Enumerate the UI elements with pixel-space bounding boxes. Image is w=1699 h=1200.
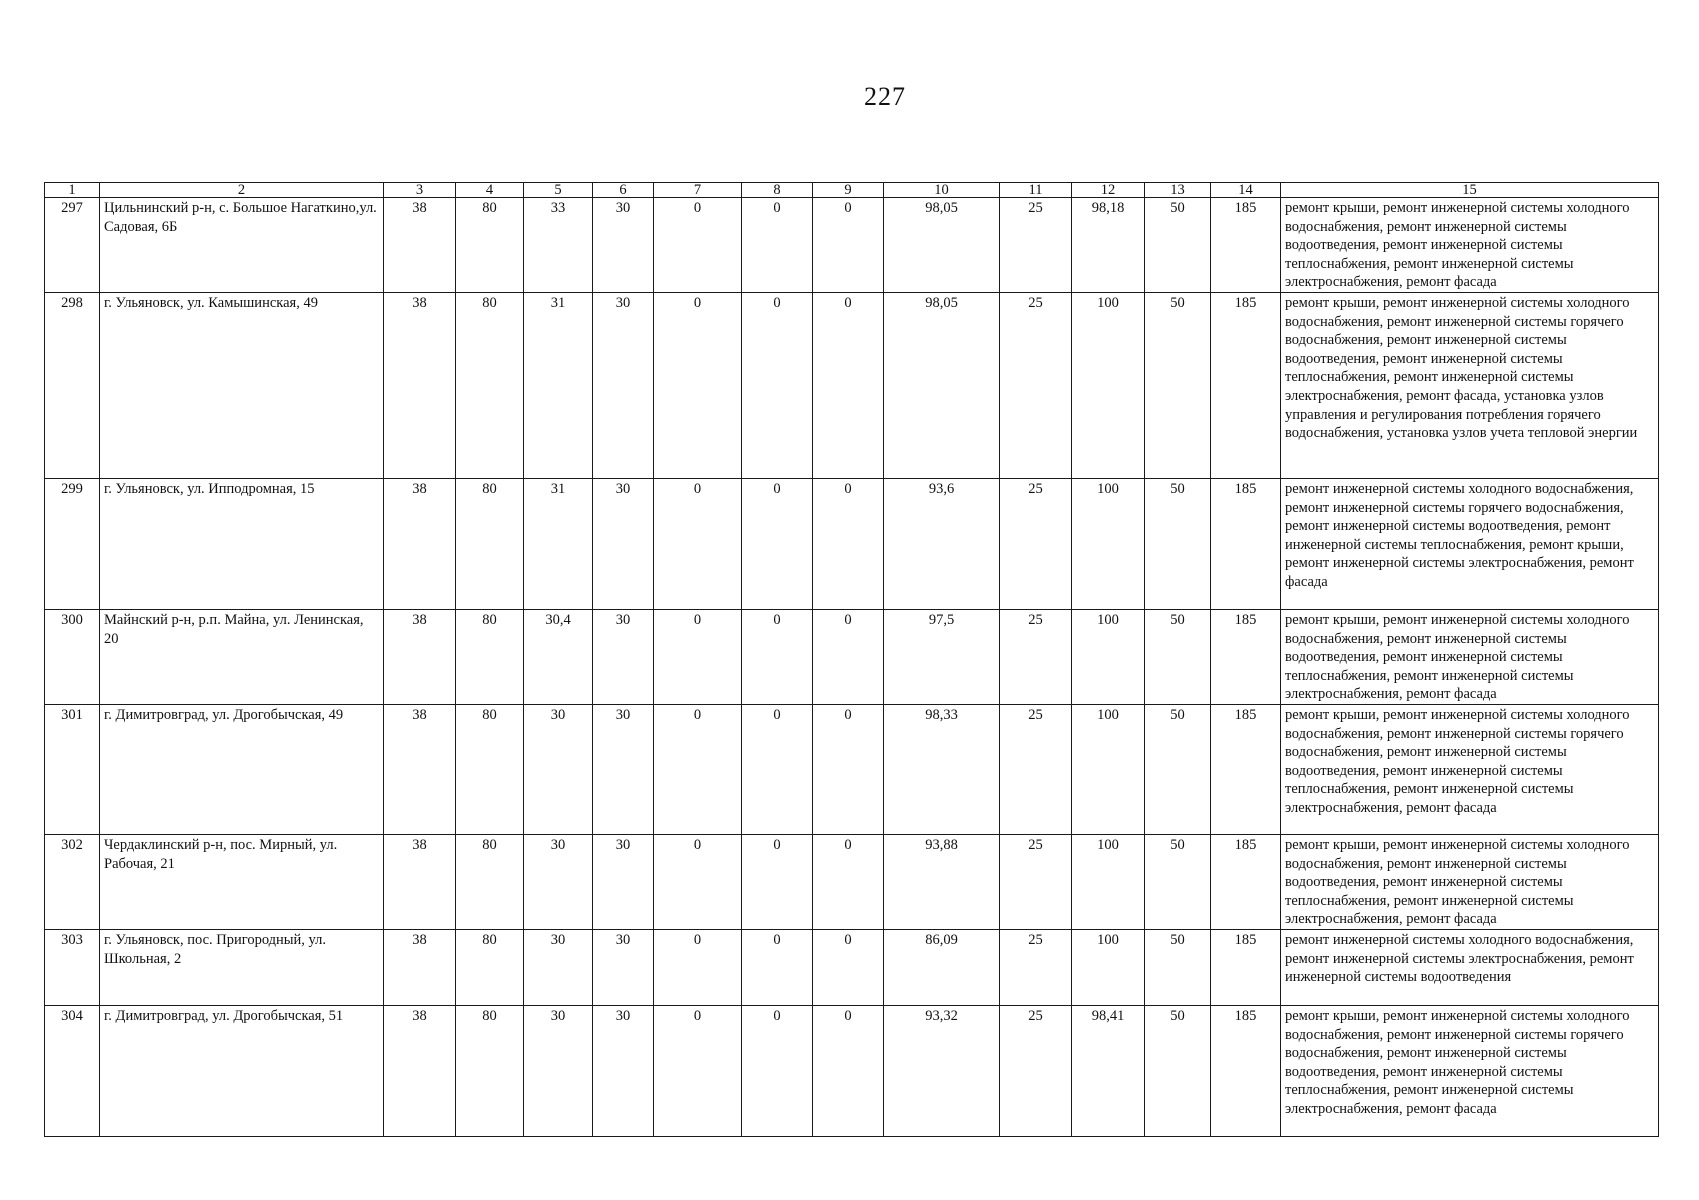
col-7-cell: 0 [654, 478, 742, 609]
table-row [45, 198, 1659, 293]
col-9-cell: 0 [813, 609, 884, 704]
address-cell: Майнский р-н, р.п. Майна, ул. Ленинская, 20 [100, 609, 384, 704]
col-9-cell: 0 [813, 1005, 884, 1136]
col-3-cell: 38 [384, 292, 456, 478]
col-5-cell: 31 [524, 478, 593, 609]
col-6-cell: 30 [593, 1005, 654, 1136]
col-14-cell: 185 [1211, 478, 1281, 609]
col-8-cell: 0 [742, 478, 813, 609]
col-12-cell: 100 [1072, 478, 1145, 609]
col-14-cell: 185 [1211, 198, 1281, 293]
column-header-10: 10 [884, 183, 1000, 198]
col-10-cell: 98,33 [884, 704, 1000, 834]
row-number-cell: 299 [45, 478, 100, 609]
row-number-cell: 302 [45, 834, 100, 929]
column-header-4: 4 [456, 183, 524, 198]
col-12-cell: 100 [1072, 929, 1145, 1005]
col-12-cell: 98,18 [1072, 198, 1145, 293]
col-7-cell: 0 [654, 292, 742, 478]
col-10-cell: 98,05 [884, 292, 1000, 478]
col-14-cell: 185 [1211, 929, 1281, 1005]
address-cell: г. Димитровград, ул. Дрогобычская, 49 [100, 704, 384, 834]
col-9-cell: 0 [813, 929, 884, 1005]
col-14-cell: 185 [1211, 609, 1281, 704]
col-3-cell: 38 [384, 929, 456, 1005]
col-9-cell: 0 [813, 292, 884, 478]
col-6-cell: 30 [593, 292, 654, 478]
col-7-cell: 0 [654, 704, 742, 834]
col-8-cell: 0 [742, 609, 813, 704]
col-6-cell: 30 [593, 198, 654, 293]
col-6-cell: 30 [593, 929, 654, 1005]
col-14-cell: 185 [1211, 1005, 1281, 1136]
col-8-cell: 0 [742, 1005, 813, 1136]
works-list-cell: ремонт крыши, ремонт инженерной системы холодного водоснабжения, ремонт инженерной системы горячего водоснабжения, ремонт инженерной системы водоотведения, ремонт инженерной системы теплоснабжения, ремонт инженерной системы электроснабжения, ремонт фасада, установка узлов управления и регулирования потребления горячего водоснабжения, установка узлов учета тепловой энергии [1281, 292, 1659, 478]
address-cell: г. Димитровград, ул. Дрогобычская, 51 [100, 1005, 384, 1136]
col-7-cell: 0 [654, 834, 742, 929]
col-12-cell: 100 [1072, 704, 1145, 834]
col-12-cell: 98,41 [1072, 1005, 1145, 1136]
col-11-cell: 25 [1000, 609, 1072, 704]
col-10-cell: 93,32 [884, 1005, 1000, 1136]
col-14-cell: 185 [1211, 834, 1281, 929]
col-11-cell: 25 [1000, 478, 1072, 609]
col-11-cell: 25 [1000, 704, 1072, 834]
col-6-cell: 30 [593, 704, 654, 834]
table-row [45, 609, 1659, 704]
col-4-cell: 80 [456, 292, 524, 478]
column-header-3: 3 [384, 183, 456, 198]
col-7-cell: 0 [654, 1005, 742, 1136]
col-9-cell: 0 [813, 834, 884, 929]
col-8-cell: 0 [742, 704, 813, 834]
col-9-cell: 0 [813, 478, 884, 609]
address-cell: г. Ульяновск, ул. Ипподромная, 15 [100, 478, 384, 609]
works-list-cell: ремонт крыши, ремонт инженерной системы холодного водоснабжения, ремонт инженерной системы водоотведения, ремонт инженерной системы теплоснабжения, ремонт инженерной системы электроснабжения, ремонт фасада [1281, 198, 1659, 293]
col-8-cell: 0 [742, 292, 813, 478]
col-10-cell: 86,09 [884, 929, 1000, 1005]
col-5-cell: 30 [524, 834, 593, 929]
col-13-cell: 50 [1145, 609, 1211, 704]
column-header-1: 1 [45, 183, 100, 198]
page-number: 227 [864, 82, 906, 111]
row-number-cell: 301 [45, 704, 100, 834]
column-header-9: 9 [813, 183, 884, 198]
col-10-cell: 93,6 [884, 478, 1000, 609]
col-4-cell: 80 [456, 834, 524, 929]
works-list-cell: ремонт крыши, ремонт инженерной системы холодного водоснабжения, ремонт инженерной системы водоотведения, ремонт инженерной системы теплоснабжения, ремонт инженерной системы электроснабжения, ремонт фасада [1281, 834, 1659, 929]
col-4-cell: 80 [456, 609, 524, 704]
col-4-cell: 80 [456, 704, 524, 834]
col-11-cell: 25 [1000, 198, 1072, 293]
col-4-cell: 80 [456, 929, 524, 1005]
column-header-12: 12 [1072, 183, 1145, 198]
table-row [45, 929, 1659, 1005]
column-header-8: 8 [742, 183, 813, 198]
col-7-cell: 0 [654, 198, 742, 293]
works-list-cell: ремонт крыши, ремонт инженерной системы холодного водоснабжения, ремонт инженерной системы горячего водоснабжения, ремонт инженерной системы водоотведения, ремонт инженерной системы теплоснабжения, ремонт инженерной системы электроснабжения, ремонт фасада [1281, 704, 1659, 834]
repair-register-table [44, 182, 1659, 1137]
col-12-cell: 100 [1072, 292, 1145, 478]
col-13-cell: 50 [1145, 834, 1211, 929]
works-list-cell: ремонт крыши, ремонт инженерной системы холодного водоснабжения, ремонт инженерной системы водоотведения, ремонт инженерной системы теплоснабжения, ремонт инженерной системы электроснабжения, ремонт фасада [1281, 609, 1659, 704]
col-6-cell: 30 [593, 834, 654, 929]
col-7-cell: 0 [654, 609, 742, 704]
col-7-cell: 0 [654, 929, 742, 1005]
column-header-2: 2 [100, 183, 384, 198]
col-3-cell: 38 [384, 478, 456, 609]
col-3-cell: 38 [384, 1005, 456, 1136]
col-8-cell: 0 [742, 834, 813, 929]
col-3-cell: 38 [384, 609, 456, 704]
col-3-cell: 38 [384, 704, 456, 834]
col-9-cell: 0 [813, 704, 884, 834]
col-4-cell: 80 [456, 478, 524, 609]
address-cell: Цильнинский р-н, с. Большое Нагаткино,ул. Садовая, 6Б [100, 198, 384, 293]
address-cell: г. Ульяновск, пос. Пригородный, ул. Школьная, 2 [100, 929, 384, 1005]
col-5-cell: 30 [524, 704, 593, 834]
col-12-cell: 100 [1072, 609, 1145, 704]
col-9-cell: 0 [813, 198, 884, 293]
works-list-cell: ремонт крыши, ремонт инженерной системы холодного водоснабжения, ремонт инженерной системы горячего водоснабжения, ремонт инженерной системы водоотведения, ремонт инженерной системы теплоснабжения, ремонт инженерной системы электроснабжения, ремонт фасада [1281, 1005, 1659, 1136]
table-body [45, 198, 1659, 1137]
col-13-cell: 50 [1145, 198, 1211, 293]
col-10-cell: 98,05 [884, 198, 1000, 293]
column-header-6: 6 [593, 183, 654, 198]
row-number-cell: 303 [45, 929, 100, 1005]
table-row [45, 478, 1659, 609]
column-header-7: 7 [654, 183, 742, 198]
column-header-13: 13 [1145, 183, 1211, 198]
col-11-cell: 25 [1000, 1005, 1072, 1136]
col-11-cell: 25 [1000, 292, 1072, 478]
col-5-cell: 33 [524, 198, 593, 293]
col-11-cell: 25 [1000, 929, 1072, 1005]
col-5-cell: 31 [524, 292, 593, 478]
col-11-cell: 25 [1000, 834, 1072, 929]
col-14-cell: 185 [1211, 292, 1281, 478]
col-12-cell: 100 [1072, 834, 1145, 929]
address-cell: Чердаклинский р-н, пос. Мирный, ул. Рабочая, 21 [100, 834, 384, 929]
col-10-cell: 97,5 [884, 609, 1000, 704]
col-13-cell: 50 [1145, 1005, 1211, 1136]
col-8-cell: 0 [742, 198, 813, 293]
column-header-5: 5 [524, 183, 593, 198]
works-list-cell: ремонт инженерной системы холодного водоснабжения, ремонт инженерной системы электроснабжения, ремонт инженерной системы водоотведения [1281, 929, 1659, 1005]
col-13-cell: 50 [1145, 929, 1211, 1005]
column-header-14: 14 [1211, 183, 1281, 198]
header-row [45, 183, 1659, 198]
table-row [45, 1005, 1659, 1136]
col-8-cell: 0 [742, 929, 813, 1005]
col-3-cell: 38 [384, 834, 456, 929]
table-row [45, 292, 1659, 478]
col-10-cell: 93,88 [884, 834, 1000, 929]
col-13-cell: 50 [1145, 478, 1211, 609]
col-5-cell: 30 [524, 1005, 593, 1136]
col-4-cell: 80 [456, 1005, 524, 1136]
col-14-cell: 185 [1211, 704, 1281, 834]
row-number-cell: 298 [45, 292, 100, 478]
works-list-cell: ремонт инженерной системы холодного водоснабжения, ремонт инженерной системы горячего водоснабжения, ремонт инженерной системы водоотведения, ремонт инженерной системы теплоснабжения, ремонт крыши, ремонт инженерной системы электроснабжения, ремонт фасада [1281, 478, 1659, 609]
col-13-cell: 50 [1145, 704, 1211, 834]
col-6-cell: 30 [593, 609, 654, 704]
address-cell: г. Ульяновск, ул. Камышинская, 49 [100, 292, 384, 478]
column-header-15: 15 [1281, 183, 1659, 198]
table-row [45, 704, 1659, 834]
col-5-cell: 30,4 [524, 609, 593, 704]
col-5-cell: 30 [524, 929, 593, 1005]
table-row [45, 834, 1659, 929]
col-6-cell: 30 [593, 478, 654, 609]
row-number-cell: 300 [45, 609, 100, 704]
col-13-cell: 50 [1145, 292, 1211, 478]
col-3-cell: 38 [384, 198, 456, 293]
row-number-cell: 304 [45, 1005, 100, 1136]
table-header [45, 183, 1659, 198]
row-number-cell: 297 [45, 198, 100, 293]
column-header-11: 11 [1000, 183, 1072, 198]
col-4-cell: 80 [456, 198, 524, 293]
